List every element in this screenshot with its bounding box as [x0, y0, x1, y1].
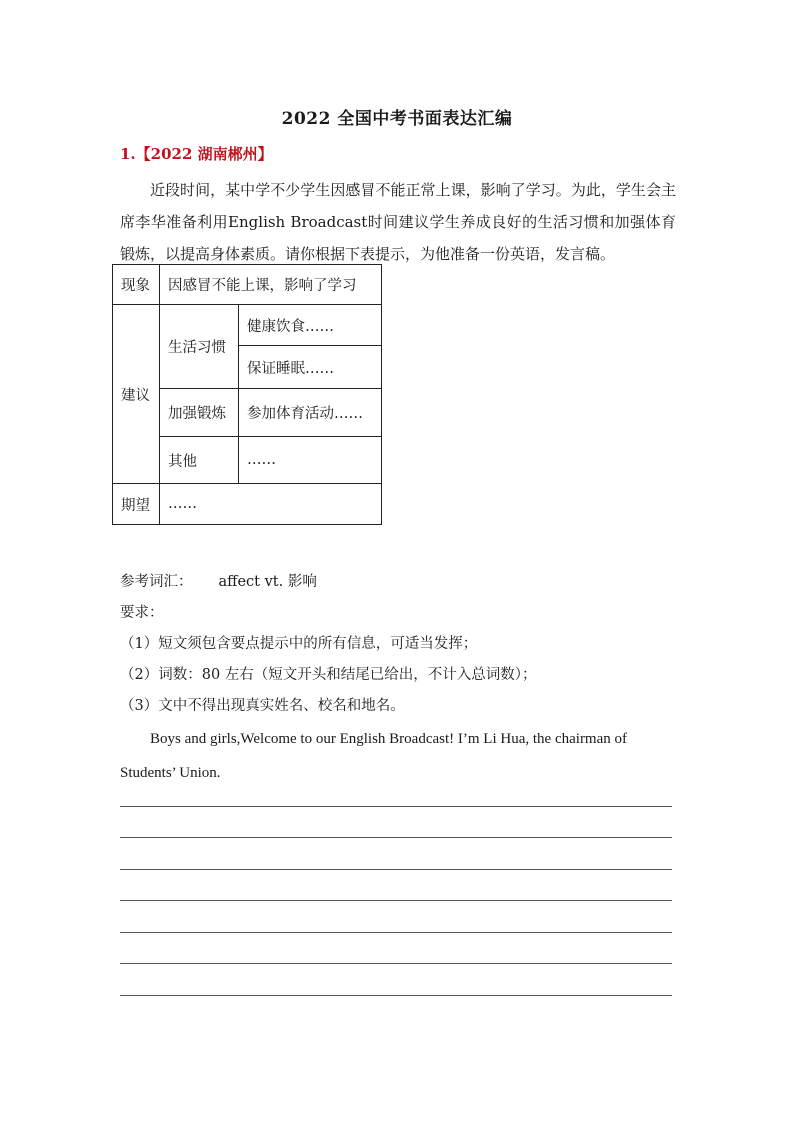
other-label: 其他	[160, 437, 239, 484]
answer-line[interactable]	[120, 995, 672, 996]
vocab-entry: affect vt. 影响	[218, 574, 317, 590]
answer-line[interactable]	[120, 900, 672, 901]
other-item: ……	[239, 437, 382, 484]
exercise-item: 参加体育活动……	[239, 389, 382, 437]
table-row-expectation	[113, 484, 382, 525]
hint-table	[112, 264, 382, 525]
answer-line[interactable]	[120, 932, 672, 933]
requirements-label: 要求：	[120, 605, 164, 621]
table-row-habits-1	[113, 305, 382, 346]
suggestion-label: 建议	[113, 305, 160, 484]
phenomenon-label: 现象	[113, 265, 160, 305]
requirement-item-1: （1）短文须包含要点提示中的所有信息，可适当发挥；	[120, 636, 478, 652]
answer-line[interactable]	[120, 806, 672, 807]
page-title: 2022 全国中考书面表达汇编	[281, 109, 513, 129]
requirement-item-2: （2）词数：80 左右（短文开头和结尾已给出，不计入总词数）；	[120, 667, 537, 683]
expectation-label: 期望	[113, 484, 160, 525]
opening-text: Boys and girls,Welcome to our English Broadcast! I’m Li Hua, the chairman of Students’ Union.	[120, 731, 628, 781]
habits-label: 生活习惯	[160, 305, 239, 389]
answer-line[interactable]	[120, 963, 672, 964]
question-heading: 1.【2022 湖南郴州】	[120, 145, 273, 163]
exercise-label: 加强锻炼	[160, 389, 239, 437]
answer-line[interactable]	[120, 869, 672, 870]
question-prompt: 近段时间，某中学不少学生因感冒不能正常上课，影响了学习。为此，学生会主席李华准备利用English Broadcast时间建议学生养成良好的生活习惯和加强体育锻炼，以提高身体素质。请你根据下表提示，为他准备一份英语，发言稿。	[120, 181, 676, 263]
expectation-value: ……	[160, 484, 382, 525]
habits-item-sleep: 保证睡眠……	[239, 346, 382, 389]
instructions-block	[120, 567, 537, 722]
answer-line[interactable]	[120, 837, 672, 838]
requirement-item-3: （3）文中不得出现真实姓名、校名和地名。	[120, 698, 405, 714]
vocab-line	[120, 567, 537, 598]
phenomenon-value: 因感冒不能上课，影响了学习	[160, 265, 382, 305]
habits-item-diet: 健康饮食……	[239, 305, 382, 346]
vocab-label: 参考词汇：	[120, 574, 193, 590]
table-row-phenomenon	[113, 265, 382, 305]
